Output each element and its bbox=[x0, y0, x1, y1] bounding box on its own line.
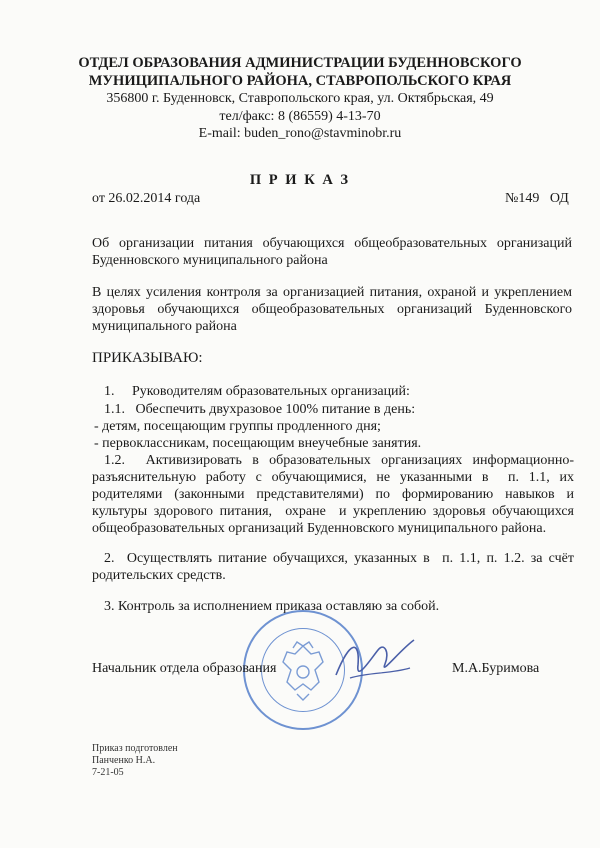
footer-phone: 7-21-05 bbox=[92, 767, 124, 778]
item-1-2-line-5: общеобразовательных организаций Буденновского муниципального района. bbox=[92, 521, 547, 536]
item-3: 3. Контроль за исполнением приказа оставляю за собой. bbox=[104, 599, 440, 614]
subject-line-2: Буденновского муниципального района bbox=[92, 253, 328, 268]
footer-author: Панченко Н.А. bbox=[92, 755, 156, 766]
order-number: №149 ОД bbox=[505, 191, 569, 206]
order-date: от 26.02.2014 года bbox=[92, 191, 201, 206]
handwritten-signature-icon bbox=[330, 630, 420, 690]
item-1-2-line-3: родителями (законными представителями) по формированию навыков и bbox=[92, 487, 574, 502]
preamble-line-2: здоровья обучающихся общеобразовательных организаций Буденновского bbox=[92, 302, 572, 317]
signature-name: М.А.Буримова bbox=[452, 661, 540, 676]
item-1-1: 1.1. Обеспечить двухразовое 100% питание в день: bbox=[104, 402, 416, 417]
item-1-2-line-1: 1.2. Активизировать в образовательных организациях информационно- bbox=[104, 453, 574, 468]
signature-position: Начальник отдела образования bbox=[92, 661, 277, 676]
item-1-2-line-4: культуры здорового питания, охране и укреплению здоровья обучающихся bbox=[92, 504, 574, 519]
item-1-1-dash-2: - первоклассникам, посещающим внеучебные занятия. bbox=[94, 436, 422, 451]
item-1-2-line-2: разъяснительную работу с обучающимися, не указанными в п. 1.1, их bbox=[92, 470, 574, 485]
header-address: 356800 г. Буденновск, Ставропольского края, ул. Октябрьская, 49 bbox=[106, 91, 494, 106]
header-phone: тел/факс: 8 (86559) 4-13-70 bbox=[219, 109, 381, 124]
header-line-2: МУНИЦИПАЛЬНОГО РАЙОНА, СТАВРОПОЛЬСКОГО КРАЯ bbox=[88, 73, 512, 89]
footer-prepared-by: Приказ подготовлен bbox=[92, 743, 178, 754]
item-1: 1. Руководителям образовательных организаций: bbox=[104, 384, 410, 399]
decree-word: ПРИКАЗЫВАЮ: bbox=[92, 350, 203, 366]
subject-line-1: Об организации питания обучающихся общеобразовательных организаций bbox=[92, 236, 572, 251]
item-1-1-dash-1: - детям, посещающим группы продленного дня; bbox=[94, 419, 381, 434]
header-line-1: ОТДЕЛ ОБРАЗОВАНИЯ АДМИНИСТРАЦИИ БУДЕННОВСКОГО bbox=[78, 55, 522, 71]
preamble-line-3: муниципального района bbox=[92, 319, 237, 334]
preamble-line-1: В целях усиления контроля за организацией питания, охраной и укреплением bbox=[92, 285, 572, 300]
item-2-line-2: родительских средств. bbox=[92, 568, 226, 583]
header-email: E-mail: buden_rono@stavminobr.ru bbox=[198, 126, 402, 141]
order-title: П Р И К А З bbox=[249, 172, 351, 188]
item-2-line-1: 2. Осуществлять питание обучащихся, указанных в п. 1.1, п. 1.2. за счёт bbox=[104, 551, 574, 566]
